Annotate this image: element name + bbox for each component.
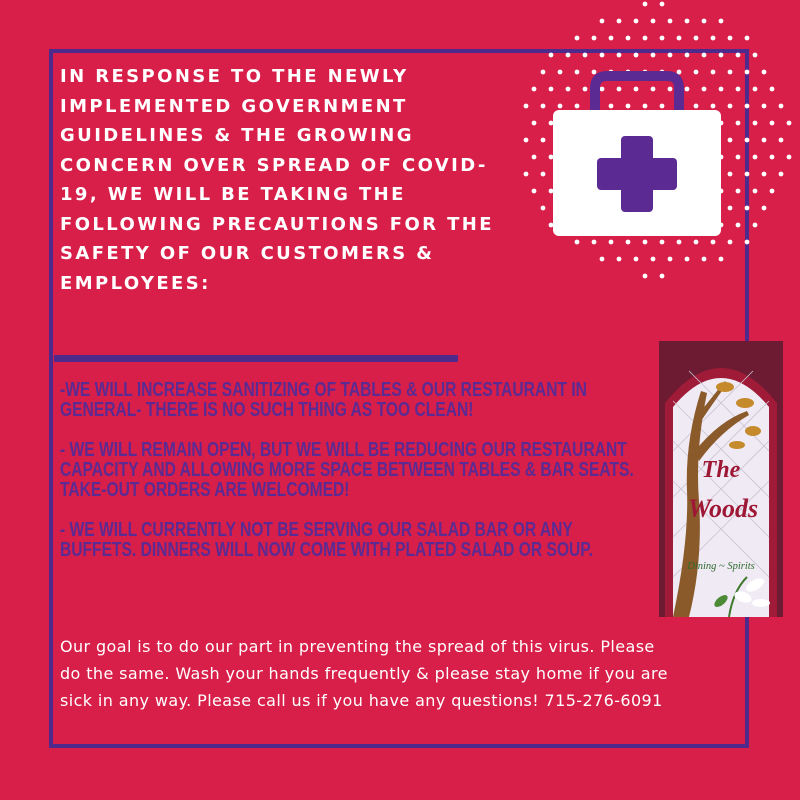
- logo-line-2: Woods: [687, 494, 759, 523]
- logo-line-1: The: [701, 457, 741, 483]
- precaution-item: - WE WILL REMAIN OPEN, BUT WE WILL BE REDUCING OUR RESTAURANT CAPACITY AND ALLOWING MORE SPACE BETWEEN TABLES & BAR SEATS. TAKE-OUT ORDERS ARE WELCOMED!: [60, 439, 634, 501]
- the-woods-logo: [659, 341, 783, 617]
- first-aid-kit-icon: [550, 68, 724, 238]
- precaution-item: - WE WILL CURRENTLY NOT BE SERVING OUR SALAD BAR OR ANY BUFFETS. DINNERS WILL NOW COME WITH PLATED SALAD OR SOUP.: [60, 519, 594, 561]
- closing-note: Our goal is to do our part in preventing the spread of this virus. Please do the same. Wash your hands frequently & please stay home if you are sick in any way. Please call us if you have any questions! 715-276-6091: [60, 637, 668, 710]
- divider-bar: [54, 355, 458, 362]
- precautions-list: [60, 380, 650, 580]
- logo-line-3: Dining ~ Spirits: [687, 561, 755, 572]
- precaution-item: -WE WILL INCREASE SANITIZING OF TABLES & OUR RESTAURANT IN GENERAL- THERE IS NO SUCH THING AS TOO CLEAN!: [60, 379, 587, 421]
- announcement-heading: IN RESPONSE TO THE NEWLY IMPLEMENTED GOVERNMENT GUIDELINES & THE GROWING CONCERN OVER SPREAD OF COVID-19, WE WILL BE TAKING THE FOLLOWING PRECAUTIONS FOR THE SAFETY OF OUR CUSTOMERS & EMPLOYEES:: [60, 66, 494, 294]
